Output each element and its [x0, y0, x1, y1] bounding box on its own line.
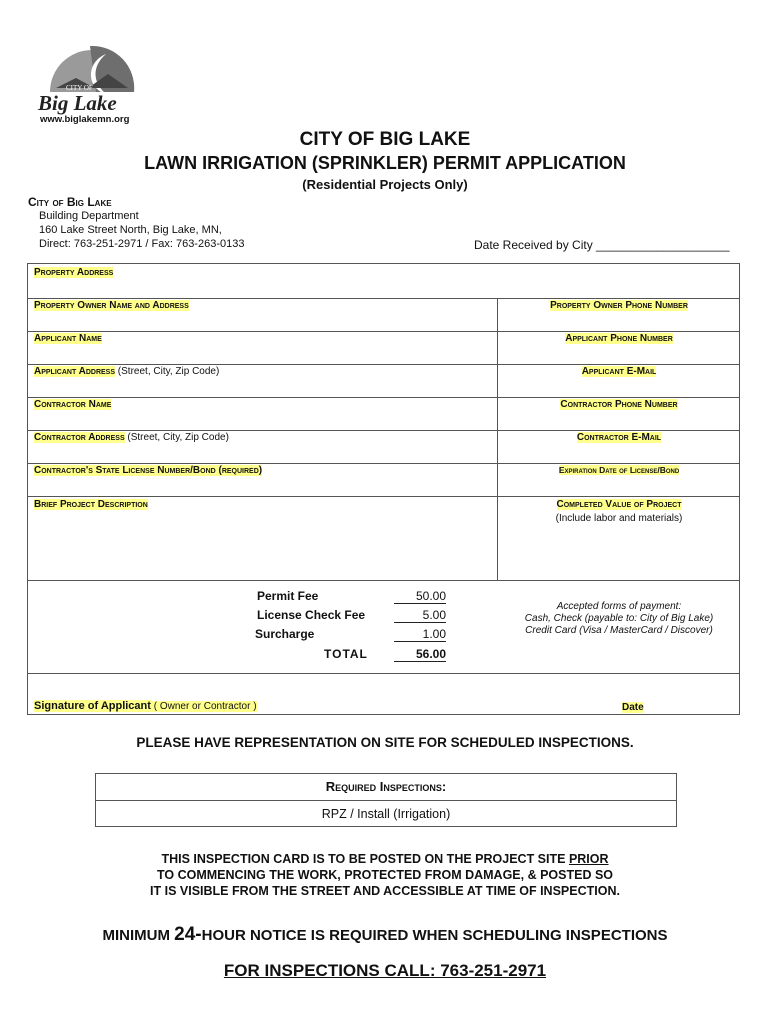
owner-phone-field[interactable]: Property Owner Phone Number	[550, 300, 688, 311]
payment-methods	[498, 601, 740, 637]
property-address-field[interactable]: Property Address	[34, 267, 114, 278]
signature-date-field[interactable]: Date	[622, 702, 644, 713]
expiration-date-field[interactable]: Expiration Date of License/Bond	[558, 465, 680, 475]
required-inspections-heading: Required Inspections:	[96, 774, 676, 801]
posting-notice-line-1	[0, 852, 770, 866]
owner-name-field[interactable]: Property Owner Name and Address	[34, 300, 189, 311]
completed-value-hint: (Include labor and materials)	[555, 513, 683, 524]
date-received-field[interactable]: Date Received by City ____________________	[474, 238, 730, 252]
office-dept: Building Department	[39, 210, 139, 222]
contractor-phone-field[interactable]: Contractor Phone Number	[560, 399, 678, 410]
prior-emphasis: PRIOR	[568, 852, 609, 866]
signature-field[interactable]	[34, 700, 257, 712]
applicant-address-field[interactable]	[34, 366, 219, 377]
title-form: LAWN IRRIGATION (SPRINKLER) PERMIT APPLICATION	[144, 153, 626, 173]
project-description-field[interactable]: Brief Project Description	[34, 499, 148, 510]
website: www.biglakemn.org	[40, 114, 130, 125]
minimum-notice-c: HOUR NOTICE IS REQUIRED WHEN SCHEDULING INSPECTIONS	[201, 927, 668, 944]
office-name: City of Big Lake	[28, 195, 112, 209]
contractor-email-field[interactable]: Contractor E-Mail	[576, 432, 662, 443]
contractor-address-label: Contractor Address	[34, 432, 125, 443]
permit-fee-label: Permit Fee	[257, 589, 319, 603]
payment-title: Accepted forms of payment:	[556, 601, 682, 612]
minimum-notice-hours: 24-	[174, 924, 202, 945]
title-city: CITY OF BIG LAKE	[299, 129, 471, 150]
surcharge-amount: 1.00	[394, 627, 446, 642]
posting-notice-text: THIS INSPECTION CARD IS TO BE POSTED ON THE PROJECT SITE	[161, 852, 569, 866]
applicant-email-field[interactable]: Applicant E-Mail	[581, 366, 657, 377]
total-label: TOTAL	[324, 647, 368, 661]
inspection-phone: FOR INSPECTIONS CALL: 763-251-2971	[223, 961, 547, 980]
contractor-address-hint: (Street, City, Zip Code)	[124, 432, 229, 443]
permit-form	[27, 263, 740, 715]
title-subtitle: (Residential Projects Only)	[302, 177, 468, 192]
signature-label: Signature of Applicant	[34, 700, 151, 712]
applicant-address-hint: (Street, City, Zip Code)	[115, 366, 220, 377]
minimum-notice-a: MINIMUM	[102, 927, 175, 944]
surcharge-label: Surcharge	[255, 627, 315, 641]
applicant-name-field[interactable]: Applicant Name	[34, 333, 102, 344]
license-fee-label: License Check Fee	[257, 608, 366, 622]
applicant-phone-field[interactable]: Applicant Phone Number	[565, 333, 673, 344]
inspection-item: RPZ / Install (Irrigation)	[321, 807, 451, 821]
inspections-box	[95, 773, 677, 827]
representation-notice: PLEASE HAVE REPRESENTATION ON SITE FOR SCHEDULED INSPECTIONS.	[136, 735, 634, 750]
posting-notice-line-2: TO COMMENCING THE WORK, PROTECTED FROM DAMAGE, & POSTED SO	[156, 868, 614, 882]
logo-small-text: CITY OF	[66, 84, 93, 92]
signature-hint: ( Owner or Contractor )	[150, 701, 257, 712]
license-number-field[interactable]: Contractor's State License Number/Bond (required)	[34, 465, 263, 476]
office-phone: Direct: 763-251-2971 / Fax: 763-263-0133	[39, 238, 245, 250]
applicant-address-label: Applicant Address	[34, 366, 116, 377]
contractor-name-field[interactable]: Contractor Name	[34, 399, 112, 410]
payment-line-1: Cash, Check (payable to: City of Big Lake)	[524, 613, 714, 624]
total-amount: 56.00	[394, 647, 446, 662]
minimum-notice	[0, 924, 770, 946]
office-address: 160 Lake Street North, Big Lake, MN,	[39, 224, 222, 236]
completed-value-field[interactable]: Completed Value of Project	[556, 499, 682, 510]
logo-big-text: Big Lake	[38, 91, 117, 115]
contractor-address-field[interactable]	[34, 432, 229, 443]
permit-fee-amount: 50.00	[394, 589, 446, 604]
payment-line-2: Credit Card (Visa / MasterCard / Discover)	[525, 625, 713, 636]
license-fee-amount: 5.00	[394, 608, 446, 623]
posting-notice-line-3: IT IS VISIBLE FROM THE STREET AND ACCESSIBLE AT TIME OF INSPECTION.	[150, 884, 620, 898]
